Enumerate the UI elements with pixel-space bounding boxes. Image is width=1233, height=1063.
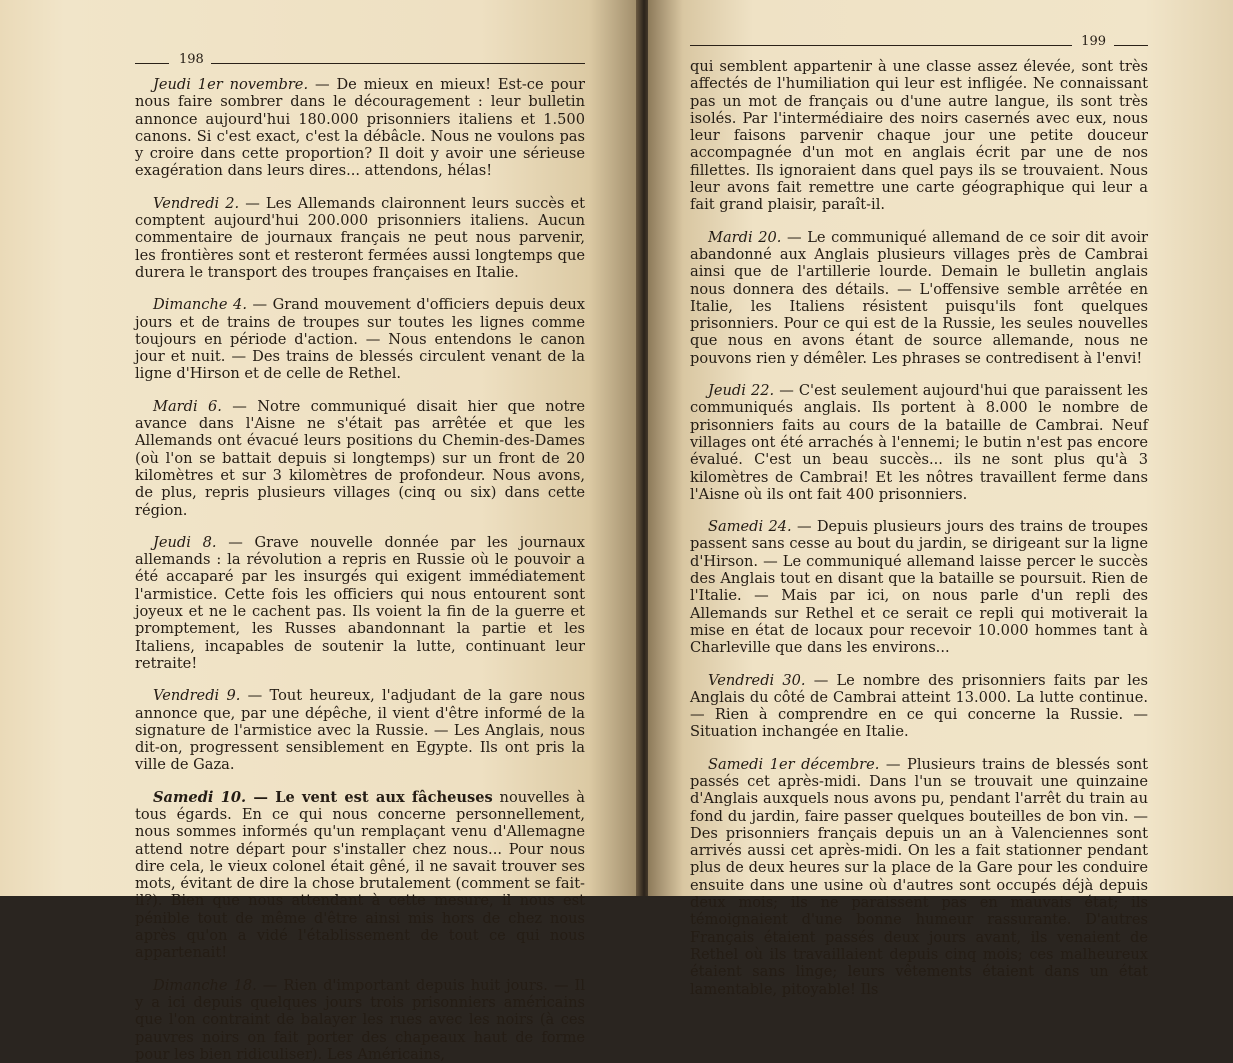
entry-date: Dimanche 18. (153, 976, 257, 994)
entry-text: — Grand mouvement d'officiers depuis deux jours et de trains de troupes sur toutes les lignes comme toujours en période d'action. — Nous entendons le canon jour et nuit. — Des trains de blessés circulent venant de la ligne d'Hirson et de celle de Rethel. (135, 296, 586, 383)
entry-text: — Notre communiqué disait hier que notre avance dans l'Aisne ne s'était pas arrêtée et que les Allemands ont évacué leurs positions du Chemin-des-Dames (où l'on se battait depuis si longtemps) sur un front de 20 kilomètres et sur 3 kilomètres de profondeur. Nous avons, de plus, repris plusieurs villages (cinq ou six) dans cette région. (135, 397, 585, 519)
right-page (648, 0, 1233, 998)
header-rule (1114, 45, 1148, 46)
entry-date: Mardi 20. (708, 228, 782, 246)
entry-text: — Tout heureux, l'adjudant de la gare nous annonce que, par une dépêche, il vient d'être informé de la signature de l'armistice avec la Russie. — Les Anglais, nous dit-on, progressent sensiblement en Egypte. Ils ont pris la ville de Gaza. (135, 687, 586, 774)
entry-date: Jeudi 1er novembre. (153, 76, 309, 93)
header-rule (135, 63, 169, 64)
left-page-header (135, 52, 585, 70)
left-page-text (135, 76, 585, 1063)
entry-text: — Grave nouvelle donnée par les journaux allemands : la révolution a repris en Russie où le pouvoir a été accaparé par les insurgés qui exigent immédiatement l'armistice. Cette fois les officiers qui nous entourent sont joyeux et ne le cachent pas. Ils voient la fin de la guerre et promptement, les Russes abandonnant la partie et les Italiens, incapables de soutenir la lutte, continuant leur retraite! (135, 533, 585, 672)
entry-date: Vendredi 30. (708, 671, 806, 689)
entry-text: — Depuis plusieurs jours des trains de troupes passent sans cesse au bout du jardin, se dirigeant sur la ligne d'Hirson. — Le communiqué allemand laisse percer le succès des Anglais tout en disant que la bataille se poursuit. Rien de l'Italie. — Mais par ici, on nous parle d'un repli des Allemands sur Rethel et ce serait ce repli qui motiverait la mise en état de locaux pour recevoir 10.000 hommes tant à Charleville que dans les environs... (690, 518, 1148, 657)
right-page-header (690, 34, 1148, 52)
diary-entry (135, 296, 585, 382)
entry-text: — Le nombre des prisonniers faits par les Anglais du côté de Cambrai atteint 13.000. La lutte continue. — Rien à comprendre en ce qui concerne la Russie. — Situation inchangée en Italie. (690, 671, 1149, 741)
entry-date: Vendredi 9. (153, 687, 241, 705)
entry-date: Samedi 1er décembre. (708, 755, 880, 773)
diary-entry (135, 398, 585, 519)
diary-entry (690, 756, 1148, 998)
entry-text: — C'est seulement aujourd'hui que paraissent les communiqués anglais. Ils portent à 8.000 le nombre de prisonniers faits au cours de la bataille de Cambrai. Neuf villages ont été arrachés à l'ennemi; le butin n'est pas encore évalué. C'est un beau succès... ils ne sont plus qu'à 3 kilomètres de Cambrai! Et les nôtres travaillent ferme dans l'Aisne où ils ont fait 400 prisonniers. (690, 382, 1148, 503)
header-rule (211, 63, 585, 64)
diary-entry (135, 687, 585, 773)
entry-date: Dimanche 4. (153, 296, 247, 314)
entry-date: Samedi 24. (708, 518, 792, 536)
diary-entry (690, 672, 1148, 741)
entry-text: — Le communiqué allemand de ce soir dit avoir abandonné aux Anglais plusieurs villages près de Cambrai ainsi que de l'artillerie lourde. Demain le bulletin anglais nous donnera des détails. — L'offensive semble arrêtée en Italie, les Italiens résistent puisqu'ils font quelques prisonniers. Pour ce qui est de la Russie, les seules nouvelles que nous en avons étant de source allemande, nous ne pouvons rien y démêler. Les phrases se contredisent à l'envi! (690, 228, 1149, 367)
entry-text: nouvelles à tous égards. En ce qui nous concerne personnellement, nous sommes informés qu'un remplaçant venu d'Allemagne attend notre départ pour s'installer chez nous... Pour nous dire cela, le vieux colonel était gêné, il ne savait trouver ses mots, évitant de dire la chose brutalement (comment se fait-il?). Bien que nous attendant à cette mesure, il nous est pénible tout de même d'être ainsi mis hors de chez nous après qu'on a vidé l'établissement de tout ce qui nous appartenait! (135, 788, 585, 962)
header-rule (690, 45, 1072, 46)
entry-date: Samedi 10. (153, 788, 247, 806)
entry-date: Jeudi 8. (153, 533, 217, 551)
entry-text: — Rien d'important depuis huit jours. — Il y a ici depuis quelques jours trois prisonniers américains que l'on contraint de balayer les rues avec les noirs (à ces pauvres noirs on fait porter des chapeaux haut de forme pour les bien ridiculiser). Les Américains, (135, 976, 585, 1063)
entry-text: — Les Allemands claironnent leurs succès et comptent aujourd'hui 200.000 prisonniers italiens. Aucun commentaire de journaux français ne peut nous parvenir, les frontières sont et resteront fermées aussi longtemps que durera le transport des troupes françaises en Italie. (135, 194, 585, 281)
page-number: 198 (179, 52, 204, 67)
diary-entry (135, 534, 585, 672)
diary-entry (135, 195, 585, 281)
diary-entry (135, 789, 585, 962)
entry-bold-text: — Le vent est aux fâcheuses (246, 788, 493, 806)
entry-date: Vendredi 2. (153, 194, 240, 212)
diary-entry (690, 518, 1148, 656)
right-page-text (690, 58, 1148, 998)
page-number: 199 (1081, 34, 1106, 49)
diary-entry (690, 229, 1148, 367)
entry-text: — Plusieurs trains de blessés sont passés cet après-midi. Dans l'un se trouvait une quinzaine d'Anglais auxquels nous avons pu, pendant l'arrêt du train au fond du jardin, faire passer quelques bouteilles de bon vin. — Des prisonniers français depuis un an à Valenciennes sont arrivés aussi cet après-midi. On les a fait stationner pendant plus de deux heures sur la place de la Gare pour les conduire ensuite dans une usine où d'autres sont occupés déjà depuis deux mois; ils ne paraissent pas en mauvais état; ils témoignaient d'une bonne humeur rassurante. D'autres Français étaient passés deux jours avant, ils venaient de Rethel où ils travaillaient depuis cinq mois; ces malheureux étaient sans linge; leurs vêtements étaient dans un état lamentable, pitoyable! Ils (690, 755, 1148, 998)
entry-date: Jeudi 22. (708, 382, 775, 400)
diary-entry (135, 76, 585, 180)
diary-entry (135, 977, 585, 1063)
diary-entry (690, 382, 1148, 503)
continued-paragraph: qui semblent appartenir à une classe assez élevée, sont très affectés de l'humiliation qui leur est infligée. Ne connaissant pas un mot de français ou d'une autre langue, ils sont très isolés. Par l'intermédiaire des noirs casernés avec eux, nous leur faisons parvenir chaque jour une petite douceur accompagnée d'un mot en anglais écrit par une de nos fillettes. Ils ignoraient dans quel pays ils se trouvaient. Nous leur avons fait remettre une carte géographique qui leur a fait grand plaisir, paraît-il. (690, 58, 1148, 214)
entry-date: Mardi 6. (153, 397, 222, 415)
entry-text: — De mieux en mieux! Est-ce pour nous faire sombrer dans le découragement : leur bulletin annonce aujourd'hui 180.000 prisonniers italiens et 1.500 canons. Si c'est exact, c'est la débâcle. Nous ne voulons pas y croire dans cette proportion? Il doit y avoir une sérieuse exagération dans leurs dires... attendons, hélas! (135, 76, 585, 180)
